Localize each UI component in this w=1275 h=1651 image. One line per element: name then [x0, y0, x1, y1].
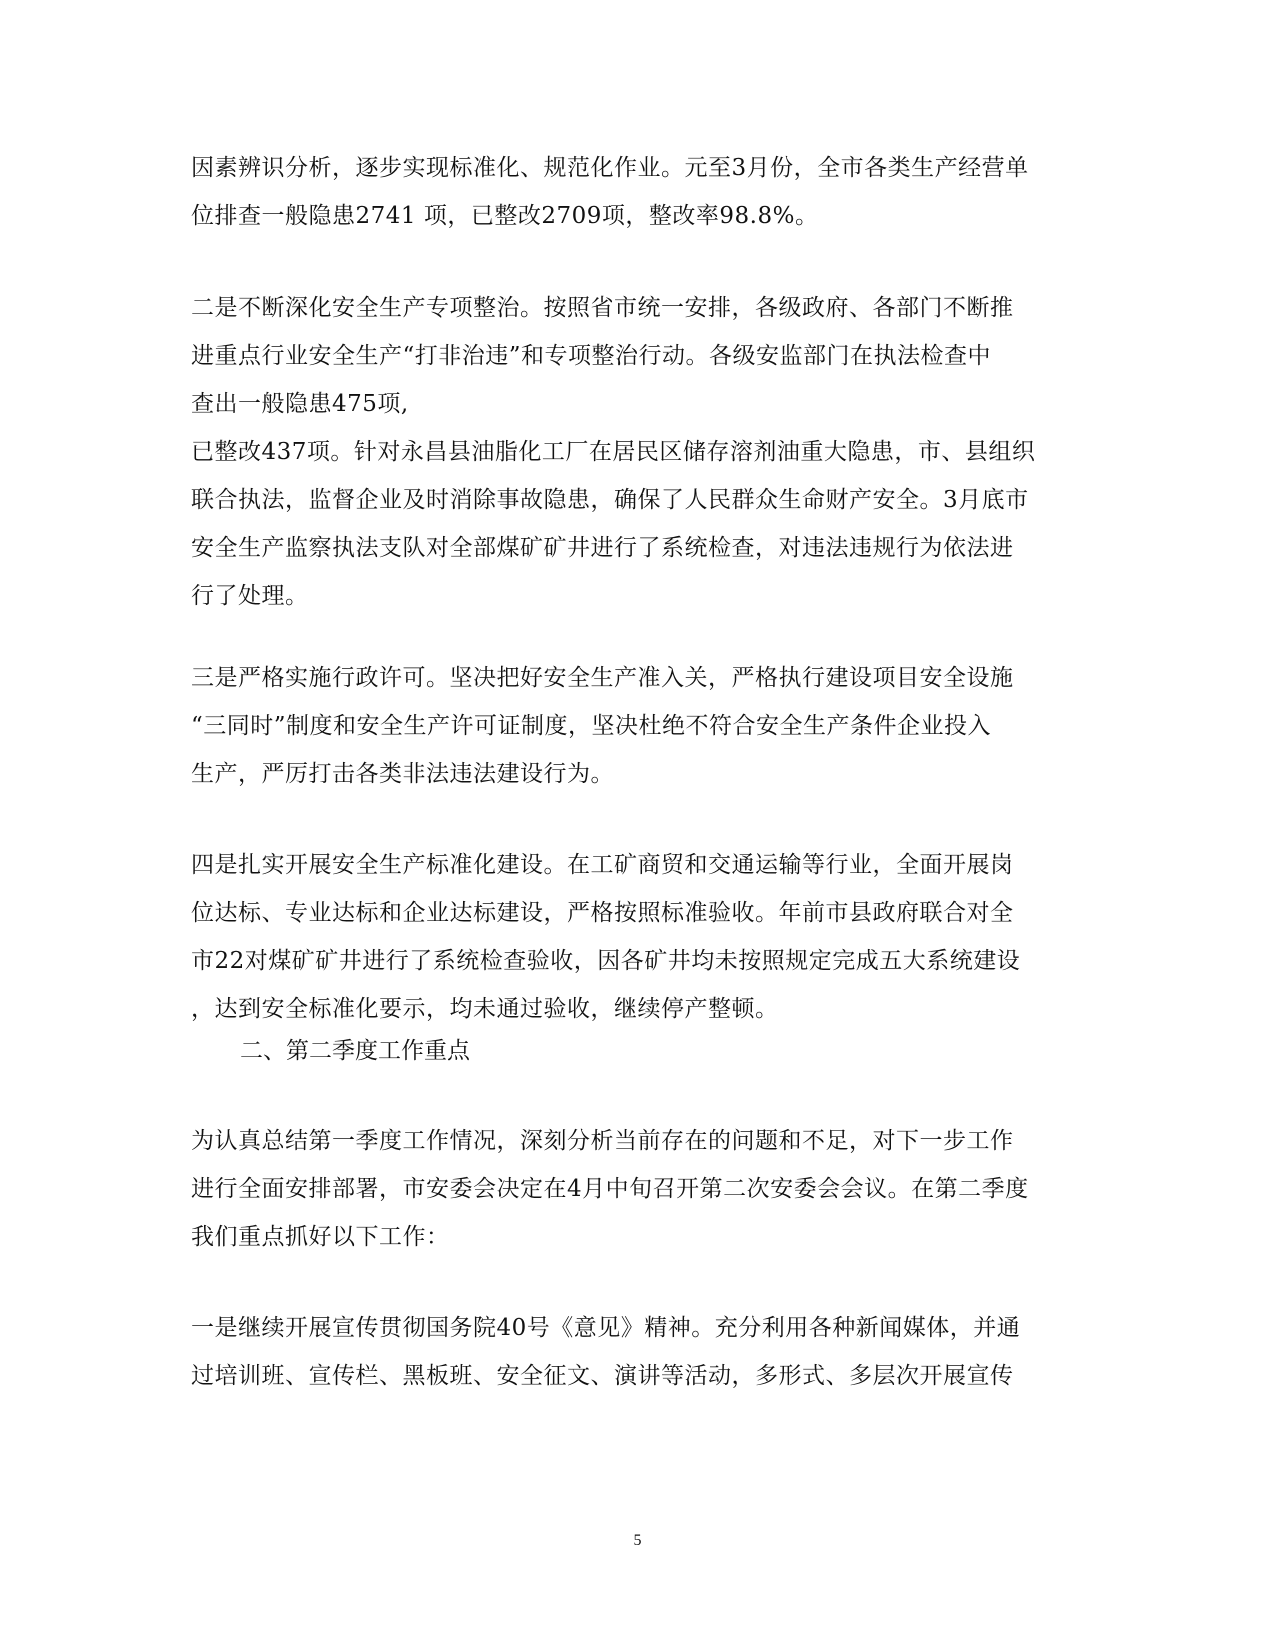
- text-line: “三同时”制度和安全生产许可证制度，坚决杜绝不符合安全生产条件企业投入: [191, 713, 992, 739]
- text-line: 已整改437项。针对永昌县油脂化工厂在居民区储存溶剂油重大隐患，市、县组织: [191, 439, 1036, 465]
- paragraph-3: [191, 654, 1081, 798]
- text-line: 生产，严厉打击各类非法违法建设行为。: [191, 761, 614, 787]
- text-line: 进行全面安排部署，市安委会决定在4月中旬召开第二次安委会会议。在第二季度: [191, 1176, 1029, 1202]
- text-line: 过培训班、宣传栏、黑板班、安全征文、演讲等活动，多形式、多层次开展宣传: [191, 1363, 1014, 1389]
- paragraph-1: [191, 144, 1081, 240]
- text-line: 查出一般隐患475项,: [191, 391, 409, 417]
- paragraph-4: [191, 841, 1081, 1033]
- text-line: 安全生产监察执法支队对全部煤矿矿井进行了系统检查，对违法违规行为依法进: [191, 535, 1014, 561]
- text-line: 进重点行业安全生产“打非治违”和专项整治行动。各级安监部门在执法检查中: [191, 343, 992, 369]
- text-line: 位排查一般隐患2741 项，已整改2709项，整改率98.8%。: [191, 203, 819, 229]
- text-line: 市22对煤矿矿井进行了系统检查验收，因各矿井均未按照规定完成五大系统建设: [191, 948, 1021, 974]
- text-line: 行了处理。: [191, 583, 309, 609]
- text-line: 位达标、专业达标和企业达标建设，严格按照标准验收。年前市县政府联合对全: [191, 900, 1014, 926]
- paragraph-2: [191, 284, 1081, 620]
- paragraph-6: [191, 1304, 1081, 1400]
- text-line: 一是继续开展宣传贯彻国务院40号《意见》精神。充分利用各种新闻媒体，并通: [191, 1315, 1021, 1341]
- text-line: ，达到安全标准化要示，均未通过验收，继续停产整顿。: [191, 996, 779, 1022]
- paragraph-5: [191, 1117, 1081, 1261]
- text-line: 为认真总结第一季度工作情况，深刻分析当前存在的问题和不足，对下一步工作: [191, 1128, 1014, 1154]
- section-heading: 二、第二季度工作重点: [240, 1038, 470, 1064]
- page-number: 5: [633, 1532, 642, 1549]
- text-line: 我们重点抓好以下工作：: [191, 1224, 450, 1250]
- text-line: 二是不断深化安全生产专项整治。按照省市统一安排，各级政府、各部门不断推: [191, 295, 1014, 321]
- text-line: 联合执法，监督企业及时消除事故隐患，确保了人民群众生命财产安全。3月底市: [191, 487, 1029, 513]
- text-line: 因素辨识分析，逐步实现标准化、规范化作业。元至3月份，全市各类生产经营单: [191, 155, 1029, 181]
- text-line: 三是严格实施行政许可。坚决把好安全生产准入关，严格执行建设项目安全设施: [191, 665, 1014, 691]
- text-line: 四是扎实开展安全生产标准化建设。在工矿商贸和交通运输等行业，全面开展岗: [191, 852, 1014, 878]
